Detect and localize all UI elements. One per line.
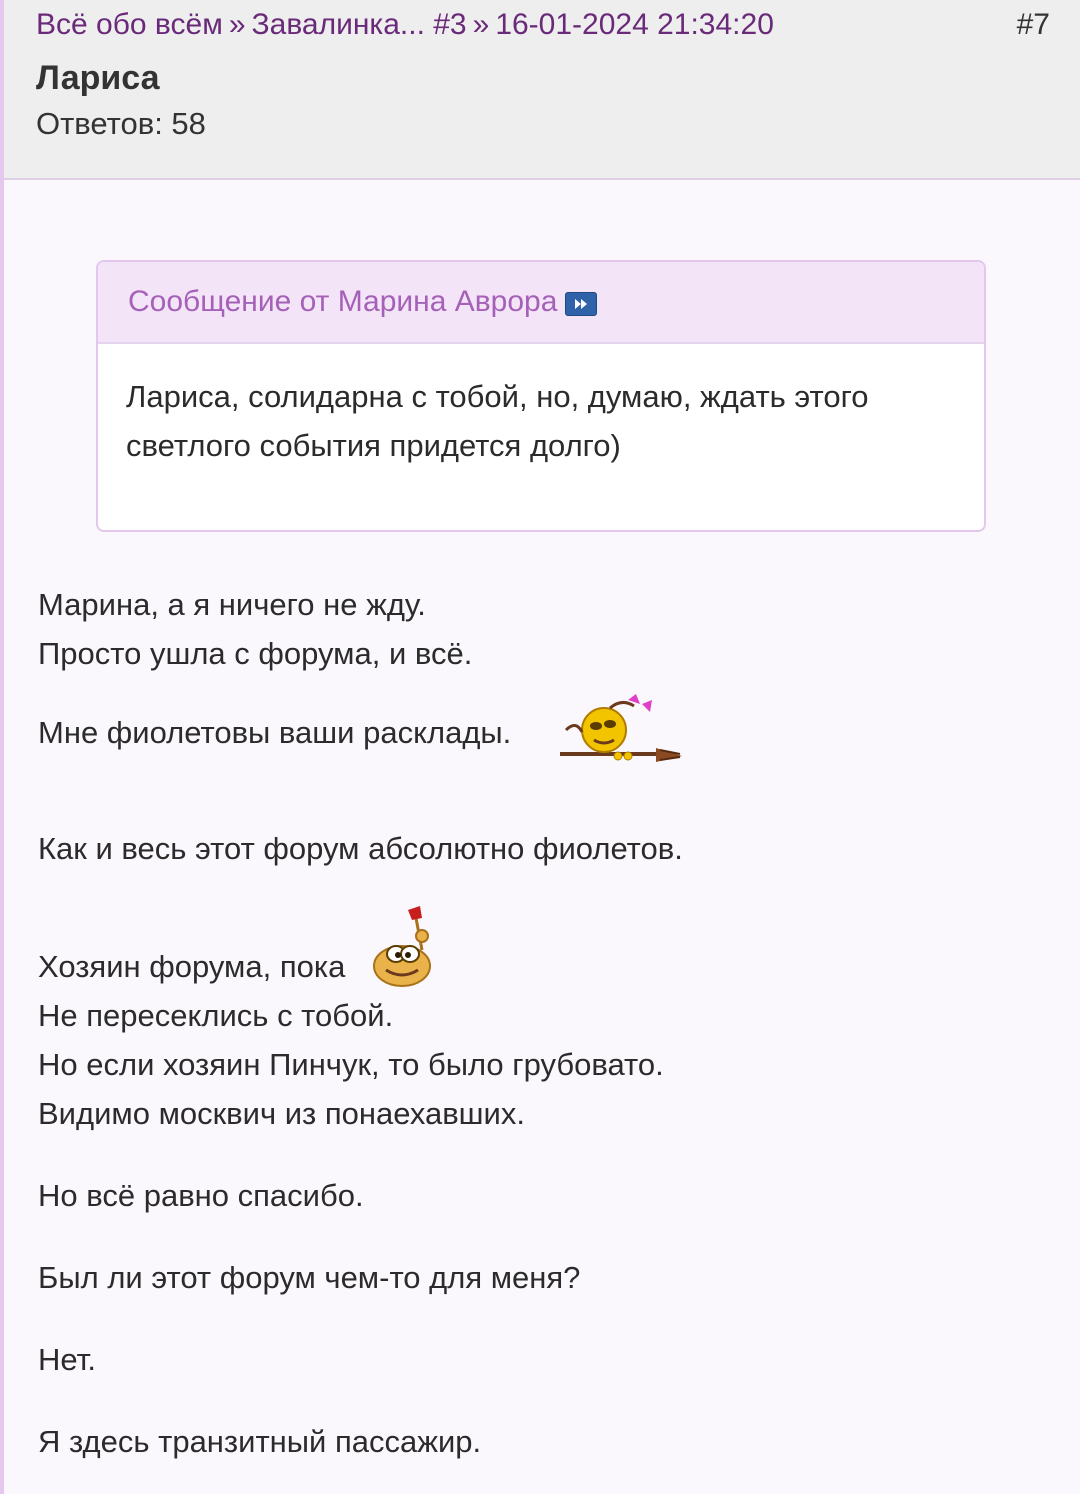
message-line: Нет. bbox=[38, 1342, 96, 1377]
author-name[interactable]: Лариса bbox=[36, 59, 160, 97]
message-line: Как и весь этот форум абсолютно фиолетов. bbox=[38, 831, 683, 866]
quote-text: Лариса, солидарна с тобой, но, думаю, ждать этого светлого события придется долго) bbox=[126, 379, 869, 463]
message-line: Мне фиолетовы ваши расклады. bbox=[38, 715, 512, 750]
message-line: Но всё равно спасибо. bbox=[38, 1178, 364, 1213]
breadcrumb-forum-link[interactable]: Всё обо всём bbox=[36, 8, 223, 41]
message-line: Хозяин форума, пока bbox=[38, 949, 346, 984]
quote-block bbox=[96, 260, 986, 532]
message-line: Просто ушла с форума, и всё. bbox=[38, 636, 473, 671]
go-to-post-icon[interactable] bbox=[565, 292, 597, 316]
reply-count: Ответов: 58 bbox=[36, 106, 206, 141]
message-line: Я здесь транзитный пассажир. bbox=[38, 1424, 482, 1459]
message-line: Не пересеклись с тобой. bbox=[38, 998, 394, 1033]
message-line: Но если хозяин Пинчук, то было грубовато. bbox=[38, 1047, 664, 1082]
breadcrumb-separator: » bbox=[228, 8, 246, 41]
post-number-link[interactable]: #7 bbox=[1016, 8, 1050, 41]
breadcrumb-thread-link[interactable]: Завалинка... #3 bbox=[251, 8, 467, 41]
quote-header bbox=[98, 262, 984, 344]
breadcrumb-date-link[interactable]: 16-01-2024 21:34:20 bbox=[495, 8, 774, 41]
message-line: Марина, а я ничего не жду. bbox=[38, 587, 426, 622]
quote-author-label: Сообщение от Марина Аврора bbox=[128, 285, 558, 318]
broom-smiley-icon bbox=[556, 690, 686, 770]
post-header bbox=[4, 0, 1080, 180]
waving-smiley-icon bbox=[370, 904, 440, 988]
breadcrumb-separator: » bbox=[472, 8, 490, 41]
message-line: Был ли этот форум чем-то для меня? bbox=[38, 1260, 581, 1295]
breadcrumb bbox=[36, 6, 774, 44]
message-line: Видимо москвич из понаехавших. bbox=[38, 1096, 525, 1131]
